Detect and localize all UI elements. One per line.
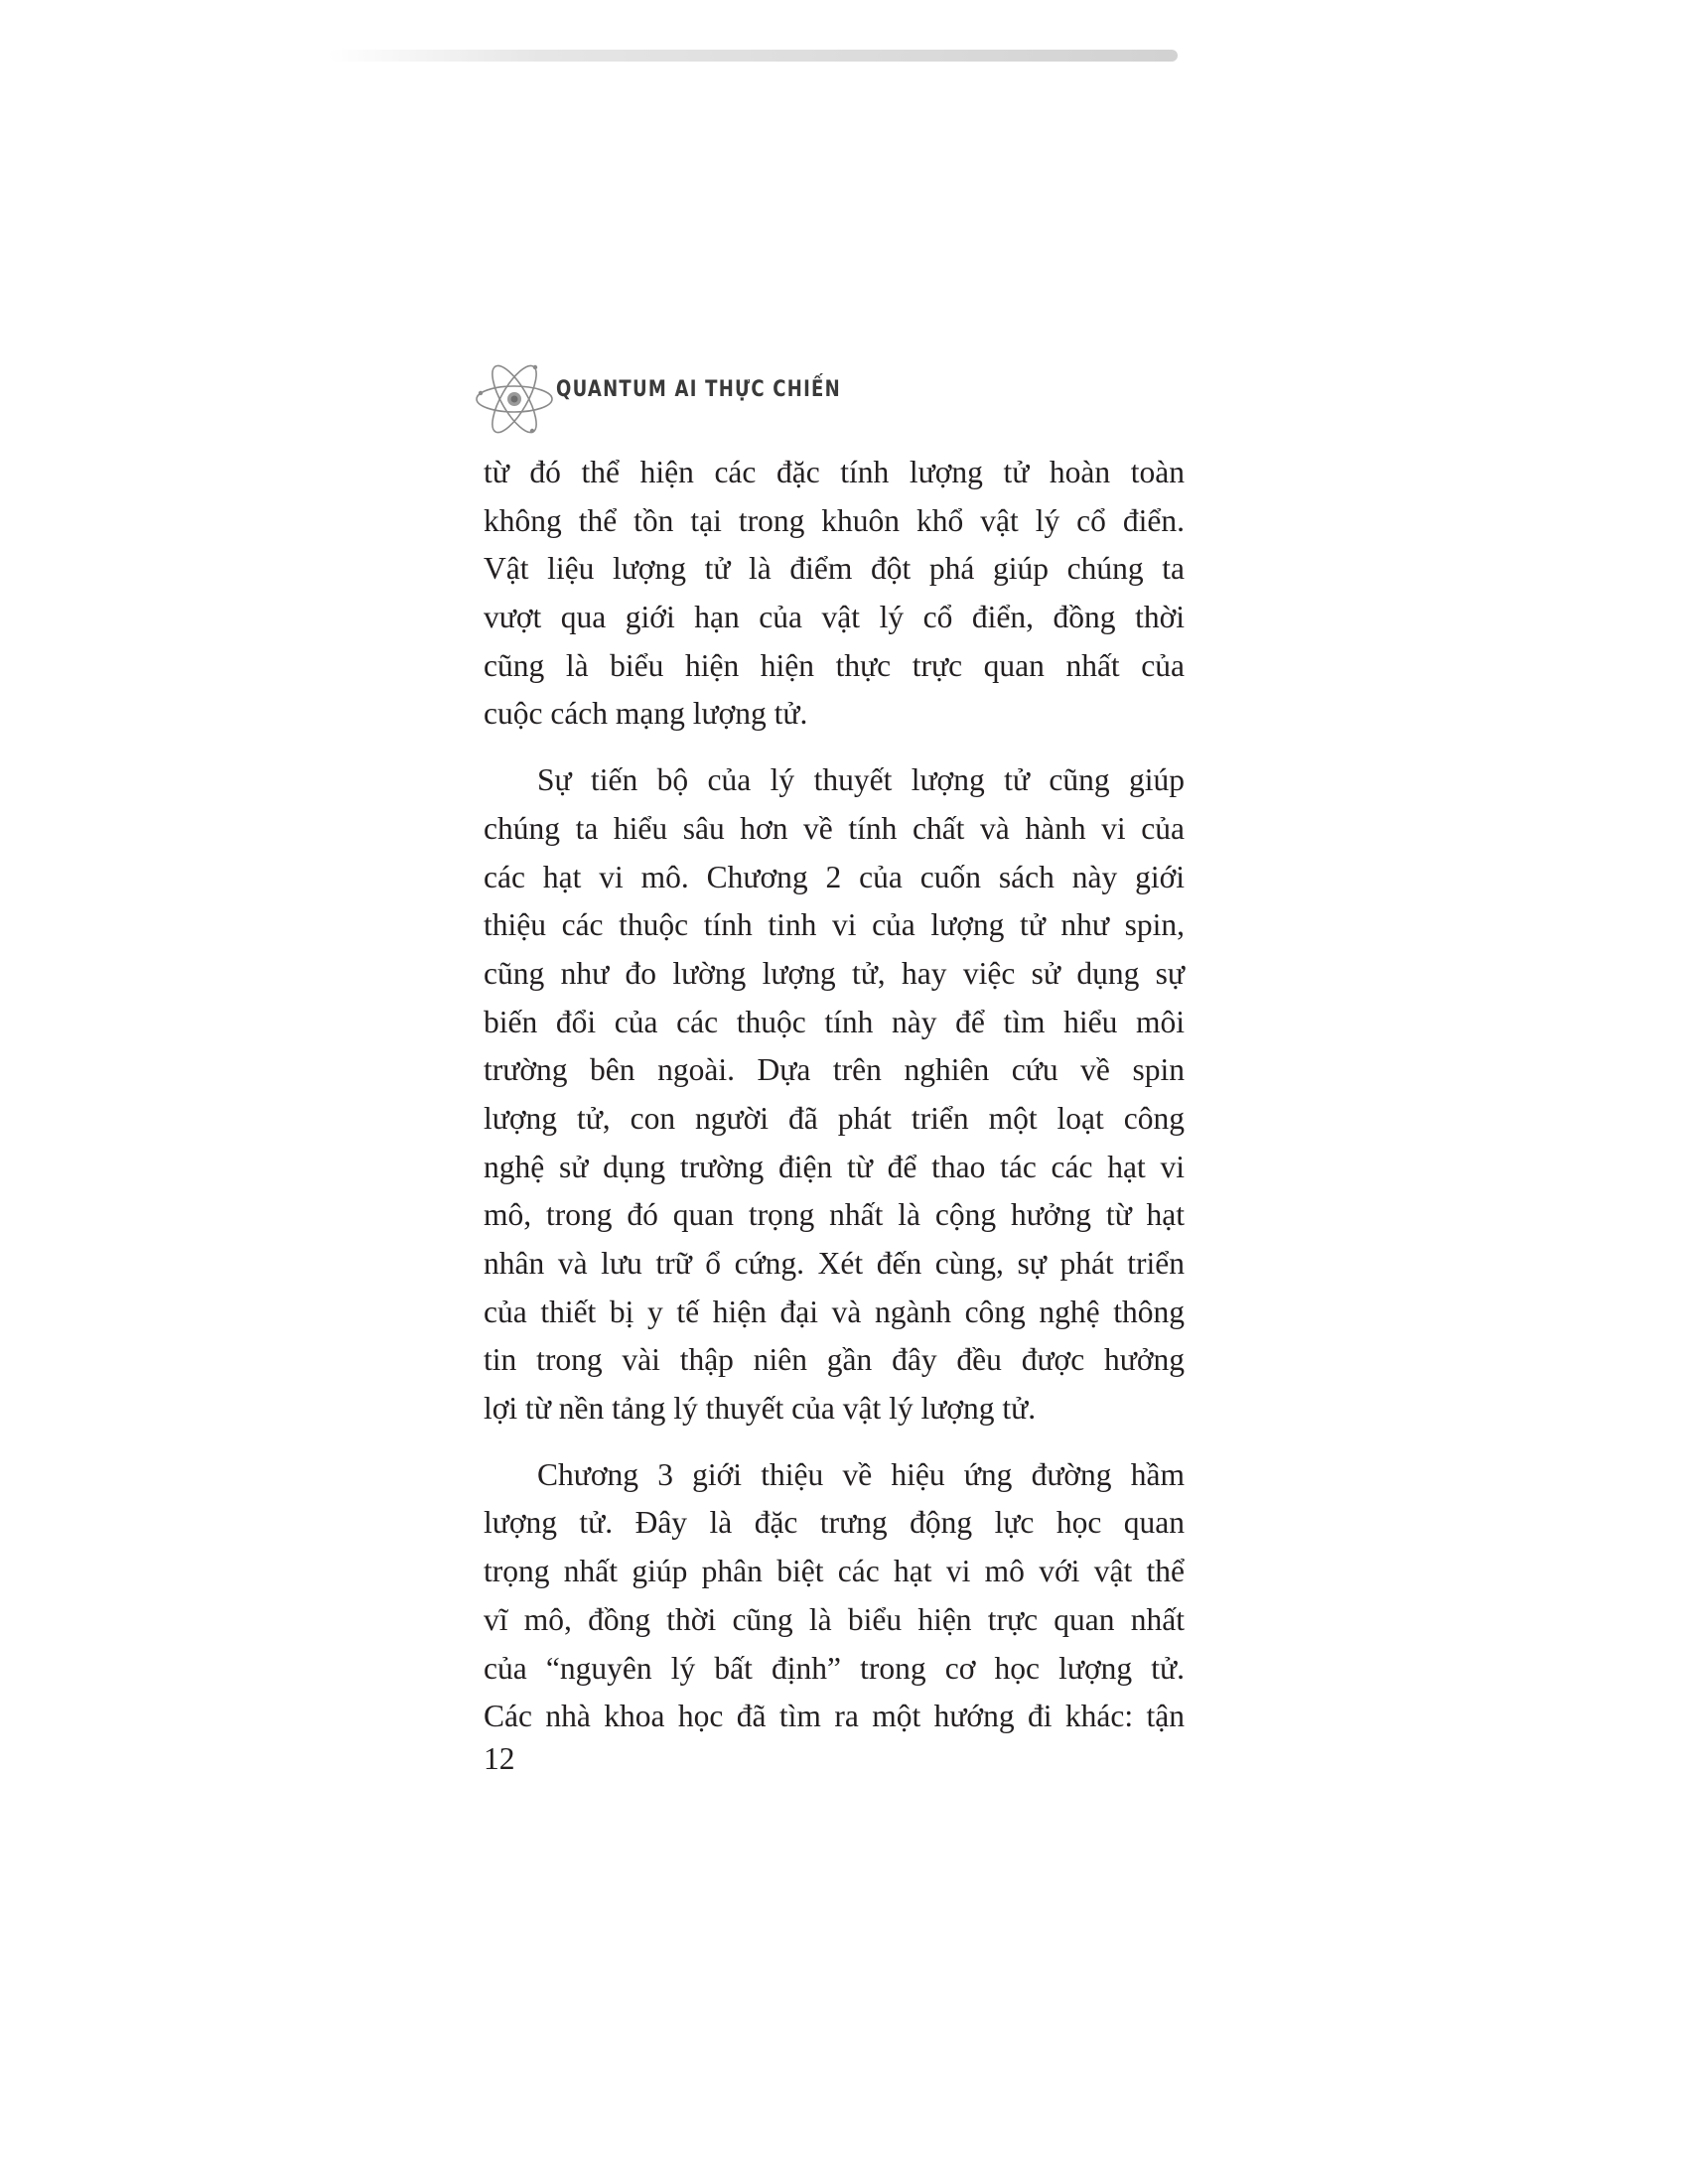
text-line: Vật liệu lượng tử là điểm đột phá giúp chúng ta bbox=[484, 551, 1185, 587]
text-line: của “nguyên lý bất định” trong cơ học lượng tử. bbox=[484, 1650, 1185, 1686]
text-line: vượt qua giới hạn của vật lý cổ điển, đồng thời bbox=[484, 600, 1185, 635]
text-line: trọng nhất giúp phân biệt các hạt vi mô với vật thể bbox=[484, 1554, 1185, 1589]
text-line: lượng tử, con người đã phát triển một loạt công bbox=[484, 1100, 1185, 1136]
text-line: trường bên ngoài. Dựa trên nghiên cứu về spin bbox=[484, 1052, 1185, 1088]
paragraph bbox=[484, 449, 1185, 739]
body-text bbox=[484, 449, 1185, 1759]
text-line: Chương 3 giới thiệu về hiệu ứng đường hầm bbox=[537, 1456, 1185, 1492]
text-line: không thể tồn tại trong khuôn khổ vật lý cổ điển. bbox=[484, 502, 1185, 538]
page-number: 12 bbox=[484, 1741, 515, 1776]
text-line: từ đó thể hiện các đặc tính lượng tử hoàn toàn bbox=[484, 455, 1185, 489]
text-line: mô, trong đó quan trọng nhất là cộng hưởng từ hạt bbox=[484, 1197, 1185, 1233]
text-line: Các nhà khoa học đã tìm ra một hướng đi khác: tận bbox=[484, 1699, 1185, 1734]
header-rule bbox=[328, 50, 1178, 62]
text-line: cũng như đo lường lượng tử, hay việc sử dụng sự bbox=[484, 955, 1185, 991]
running-title: QUANTUM AI THỰC CHIẾN bbox=[556, 377, 841, 402]
text-line: của thiết bị y tế hiện đại và ngành công nghệ thông bbox=[484, 1294, 1185, 1329]
text-line: các hạt vi mô. Chương 2 của cuốn sách này giới bbox=[484, 859, 1185, 894]
text-line: Sự tiến bộ của lý thuyết lượng tử cũng giúp bbox=[537, 762, 1185, 798]
running-header bbox=[473, 357, 1188, 437]
paragraph bbox=[484, 1451, 1185, 1741]
text-line: thiệu các thuộc tính tinh vi của lượng tử như spin, bbox=[484, 907, 1185, 943]
atom-icon bbox=[473, 357, 556, 441]
text-line: nhân và lưu trữ ổ cứng. Xét đến cùng, sự phát triển bbox=[484, 1246, 1185, 1281]
paragraph bbox=[484, 756, 1185, 1433]
text-line: nghệ sử dụng trường điện từ để thao tác các hạt vi bbox=[484, 1149, 1185, 1184]
text-line: cuộc cách mạng lượng tử. bbox=[484, 696, 808, 732]
text-line: lợi từ nền tảng lý thuyết của vật lý lượng tử. bbox=[484, 1391, 1037, 1427]
text-line: cũng là biểu hiện hiện thực trực quan nhất của bbox=[484, 647, 1185, 683]
text-line: vĩ mô, đồng thời cũng là biểu hiện trực quan nhất bbox=[484, 1601, 1185, 1637]
text-line: biến đổi của các thuộc tính này để tìm hiểu môi bbox=[484, 1004, 1185, 1039]
text-line: tin trong vài thập niên gần đây đều được hưởng bbox=[484, 1342, 1185, 1378]
text-line: lượng tử. Đây là đặc trưng động lực học quan bbox=[484, 1505, 1185, 1541]
text-line: chúng ta hiểu sâu hơn về tính chất và hành vi của bbox=[484, 810, 1185, 846]
